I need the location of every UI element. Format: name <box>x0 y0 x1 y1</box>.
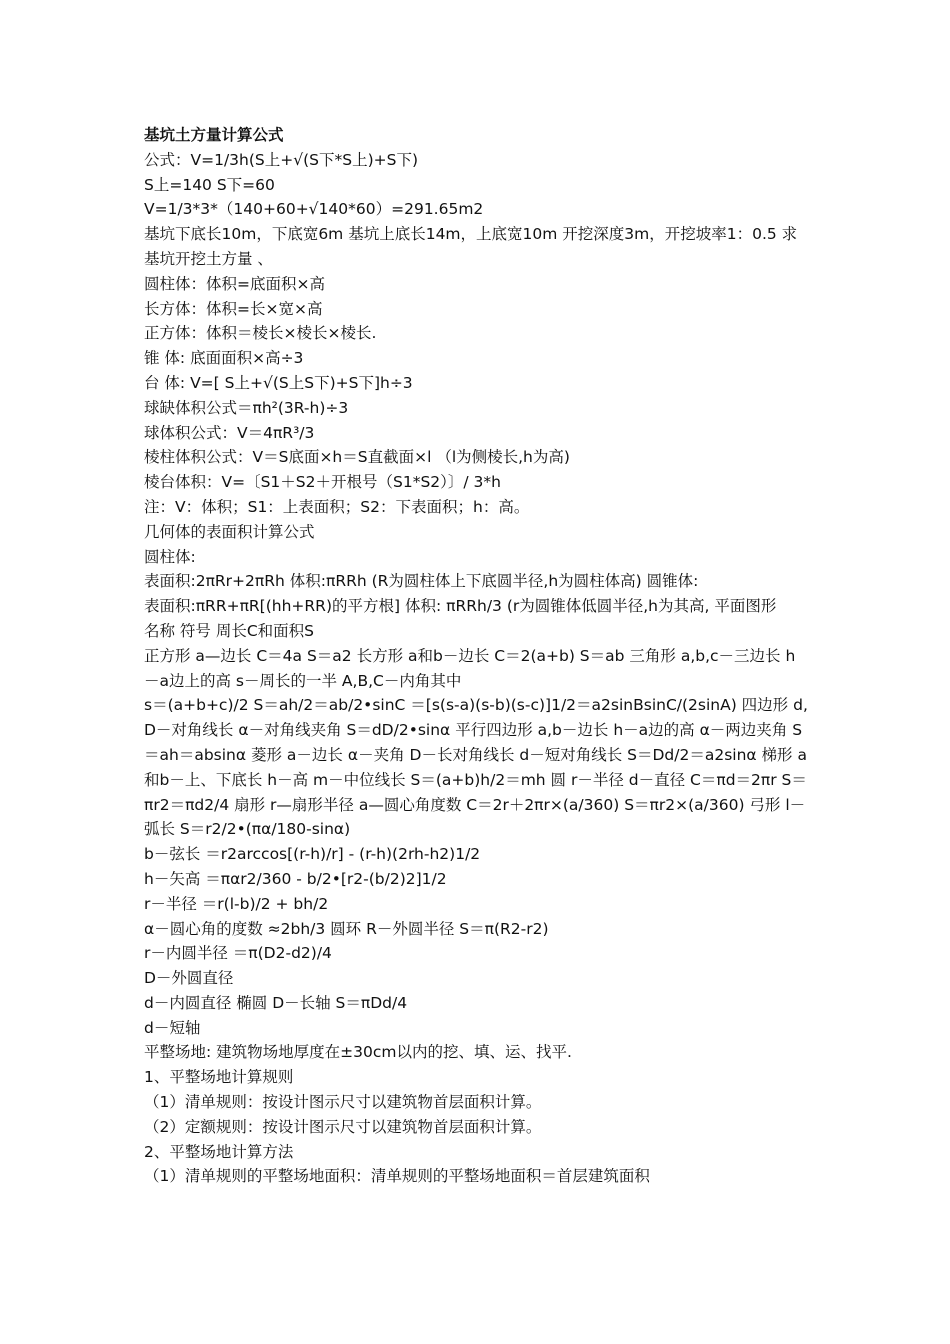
text-line: 圆柱体: <box>144 547 196 566</box>
text-line: 球体积公式：V＝4πR³/3 <box>144 423 315 442</box>
text-line: S上=140 S下=60 <box>144 175 275 194</box>
text-line: 表面积:πRR+πR[(hh+RR)的平方根] 体积: πRRh/3 (r为圆锥体低圆半径,h为其高, 平面图形 <box>144 597 777 616</box>
text-line: V=1/3*3*（140+60+√140*60）=291.65m2 <box>144 200 484 219</box>
text-line: 名称 符号 周长C和面积S <box>144 621 315 640</box>
text-line: 圆柱体：体积=底面积×高 <box>144 274 325 293</box>
text-paragraph: 正方形 a—边长 C＝4a S＝a2 长方形 a和b－边长 C＝2(a+b) S＝ab 三角形 a,b,c－三边长 h－a边上的高 s－周长的一半 A,B,C－内角其中 <box>144 646 796 690</box>
section-heading: 1、平整场地计算规则 <box>144 1068 294 1087</box>
section-heading: 2、平整场地计算方法 <box>144 1142 294 1161</box>
text-line: 平整场地: 建筑物场地厚度在±30cm以内的挖、填、运、找平. <box>144 1043 572 1062</box>
document-body <box>144 123 810 1189</box>
text-line: 正方体：体积＝棱长×棱长×棱长. <box>144 324 377 343</box>
text-line: 表面积:2πRr+2πRh 体积:πRRh (R为圆柱体上下底圆半径,h为圆柱体高) 圆锥体: <box>144 572 699 591</box>
text-line: （2）定额规则：按设计图示尺寸以建筑物首层面积计算。 <box>144 1117 542 1136</box>
text-line: 台 体: V=[ S上+√(S上S下)+S下]h÷3 <box>144 373 413 392</box>
text-line: b－弦长 ＝r2arccos[(r-h)/r] - (r-h)(2rh-h2)1/2 <box>144 845 481 864</box>
text-line: 注：V：体积；S1：上表面积；S2：下表面积；h：高。 <box>144 497 530 516</box>
text-line: 长方体：体积=长×宽×高 <box>144 299 323 318</box>
document-title: 基坑土方量计算公式 <box>144 126 284 144</box>
text-line: 基坑下底长10m，下底宽6m 基坑上底长14m，上底宽10m 开挖深度3m，开挖坡率1：0.5 求基坑开挖土方量 、 <box>144 225 798 268</box>
text-line: 棱柱体积公式：V＝S底面×h＝S直截面×l （l为侧棱长,h为高) <box>144 448 570 467</box>
text-paragraph: s＝(a+b+c)/2 S＝ah/2＝ab/2•sinC ＝[s(s-a)(s-b)(s-c)]1/2＝a2sinBsinC/(2sinA) 四边形 d,D－对角线长 α－对角线夹角 S＝dD/2•sinα 平行四边形 a,b－边长 h－a边的高 α－两边夹角 S＝ah＝absinα 菱形 a－边长 α－夹角 D－长对角线长 d－短对角线长 S＝Dd/2＝a2sinα 梯形 a和b－上、下底长 h－高 m－中位线长 S＝(a+b)h/2＝mh 圆 r－半径 d－直径 C＝πd＝2πr S＝πr2＝πd2/4 扇形 r—扇形半径 a—圆心角度数 C＝2r＋2πr×(a/360) S＝πr2×(a/360) 弓形 l－弧长 S＝r2/2•(πα/180-sinα) <box>144 696 808 839</box>
section-heading: 几何体的表面积计算公式 <box>144 522 315 541</box>
text-line: （1）清单规则的平整场地面积：清单规则的平整场地面积＝首层建筑面积 <box>144 1167 650 1186</box>
text-line: 棱台体积：V=〔S1＋S2＋开根号（S1*S2）〕/ 3*h <box>144 473 501 492</box>
text-line: （1）清单规则：按设计图示尺寸以建筑物首层面积计算。 <box>144 1093 542 1112</box>
text-line: α－圆心角的度数 ≈2bh/3 圆环 R－外圆半径 S＝π(R2-r2) <box>144 919 549 938</box>
text-line: d－内圆直径 椭圆 D－长轴 S＝πDd/4 <box>144 993 408 1012</box>
text-line: d－短轴 <box>144 1018 201 1037</box>
text-line: h－矢高 ＝παr2/360 - b/2•[r2-(b/2)2]1/2 <box>144 869 447 888</box>
text-line: r－内圆半径 ＝π(D2-d2)/4 <box>144 944 332 963</box>
text-line: 球缺体积公式＝πh²(3R-h)÷3 <box>144 398 349 417</box>
text-line: D－外圆直径 <box>144 969 234 988</box>
text-line: 公式：V=1/3h(S上+√(S下*S上)+S下) <box>144 150 419 169</box>
text-line: r－半径 ＝r(l-b)/2 + bh/2 <box>144 894 329 913</box>
text-line: 锥 体: 底面面积×高÷3 <box>144 349 304 368</box>
